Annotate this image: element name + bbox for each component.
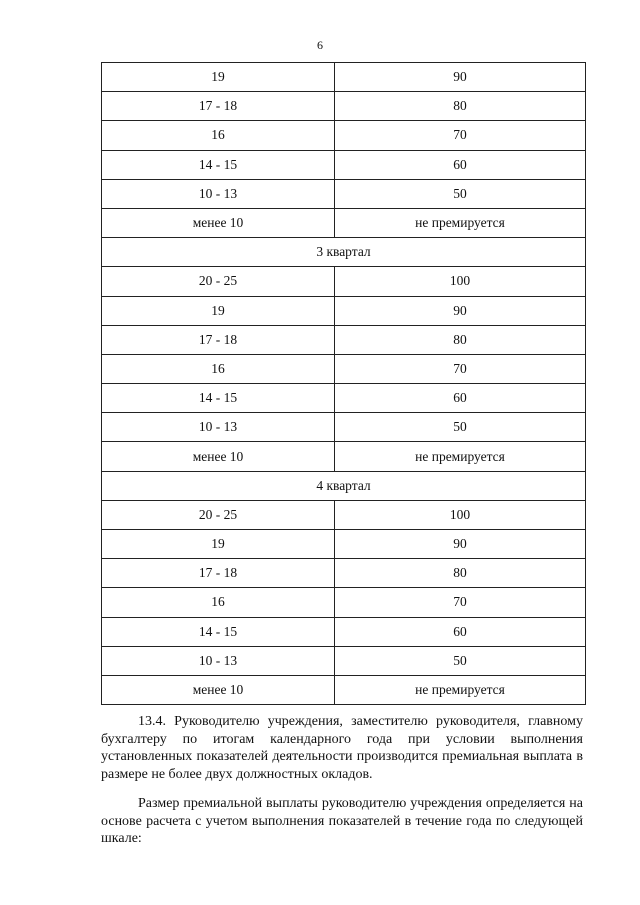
range-cell: 19 bbox=[102, 530, 335, 559]
table-row bbox=[102, 588, 586, 617]
table-row bbox=[102, 354, 586, 383]
range-cell: 20 - 25 bbox=[102, 500, 335, 529]
range-cell: 16 bbox=[102, 588, 335, 617]
section-heading-q4: 4 квартал bbox=[102, 471, 586, 500]
percent-cell: 90 bbox=[335, 530, 586, 559]
percent-cell: 80 bbox=[335, 559, 586, 588]
range-cell: 19 bbox=[102, 63, 335, 92]
percent-cell: 80 bbox=[335, 325, 586, 354]
range-cell: 10 - 13 bbox=[102, 646, 335, 675]
section-heading-row bbox=[102, 238, 586, 267]
range-cell: 17 - 18 bbox=[102, 559, 335, 588]
paragraph-bonus-scale: Размер премиальной выплаты руководителю учреждения определяется на основе расчета с учетом выполнения показателей в течение года по следующей шкале: bbox=[101, 796, 583, 846]
range-cell: 16 bbox=[102, 121, 335, 150]
range-cell: 17 - 18 bbox=[102, 325, 335, 354]
page-number: 6 bbox=[317, 38, 323, 52]
table-row bbox=[102, 530, 586, 559]
table-row bbox=[102, 208, 586, 237]
table-row bbox=[102, 267, 586, 296]
range-cell: менее 10 bbox=[102, 675, 335, 704]
range-cell: менее 10 bbox=[102, 442, 335, 471]
percent-cell: 50 bbox=[335, 413, 586, 442]
percent-cell: 70 bbox=[335, 588, 586, 617]
range-cell: 19 bbox=[102, 296, 335, 325]
percent-cell: не премируется bbox=[335, 675, 586, 704]
table-row bbox=[102, 179, 586, 208]
range-cell: 10 - 13 bbox=[102, 413, 335, 442]
paragraph-13-4: 13.4. Руководителю учреждения, заместителю руководителя, главному бухгалтеру по итогам календарного года при условии выполнения установленных показателей деятельности производится премиальная выплата в размере не более двух должностных окладов. bbox=[101, 714, 583, 782]
bonus-scale-table bbox=[101, 62, 586, 705]
table-row bbox=[102, 92, 586, 121]
range-cell: 17 - 18 bbox=[102, 92, 335, 121]
section-heading-q3: 3 квартал bbox=[102, 238, 586, 267]
percent-cell: 60 bbox=[335, 617, 586, 646]
table-row bbox=[102, 63, 586, 92]
percent-cell: 50 bbox=[335, 179, 586, 208]
percent-cell: 90 bbox=[335, 296, 586, 325]
table-row bbox=[102, 675, 586, 704]
table-row bbox=[102, 559, 586, 588]
range-cell: 14 - 15 bbox=[102, 384, 335, 413]
percent-cell: 60 bbox=[335, 150, 586, 179]
percent-cell: 100 bbox=[335, 500, 586, 529]
percent-cell: 80 bbox=[335, 92, 586, 121]
table-row bbox=[102, 646, 586, 675]
range-cell: 16 bbox=[102, 354, 335, 383]
percent-cell: 100 bbox=[335, 267, 586, 296]
table-row bbox=[102, 296, 586, 325]
table-row bbox=[102, 121, 586, 150]
percent-cell: 60 bbox=[335, 384, 586, 413]
range-cell: 14 - 15 bbox=[102, 617, 335, 646]
table-row bbox=[102, 500, 586, 529]
table-row bbox=[102, 442, 586, 471]
range-cell: 14 - 15 bbox=[102, 150, 335, 179]
section-heading-row bbox=[102, 471, 586, 500]
percent-cell: 70 bbox=[335, 354, 586, 383]
percent-cell: не премируется bbox=[335, 208, 586, 237]
range-cell: менее 10 bbox=[102, 208, 335, 237]
table-row bbox=[102, 413, 586, 442]
table-row bbox=[102, 617, 586, 646]
percent-cell: не премируется bbox=[335, 442, 586, 471]
percent-cell: 70 bbox=[335, 121, 586, 150]
percent-cell: 90 bbox=[335, 63, 586, 92]
table-row bbox=[102, 384, 586, 413]
range-cell: 20 - 25 bbox=[102, 267, 335, 296]
range-cell: 10 - 13 bbox=[102, 179, 335, 208]
percent-cell: 50 bbox=[335, 646, 586, 675]
table-row bbox=[102, 325, 586, 354]
table-row bbox=[102, 150, 586, 179]
